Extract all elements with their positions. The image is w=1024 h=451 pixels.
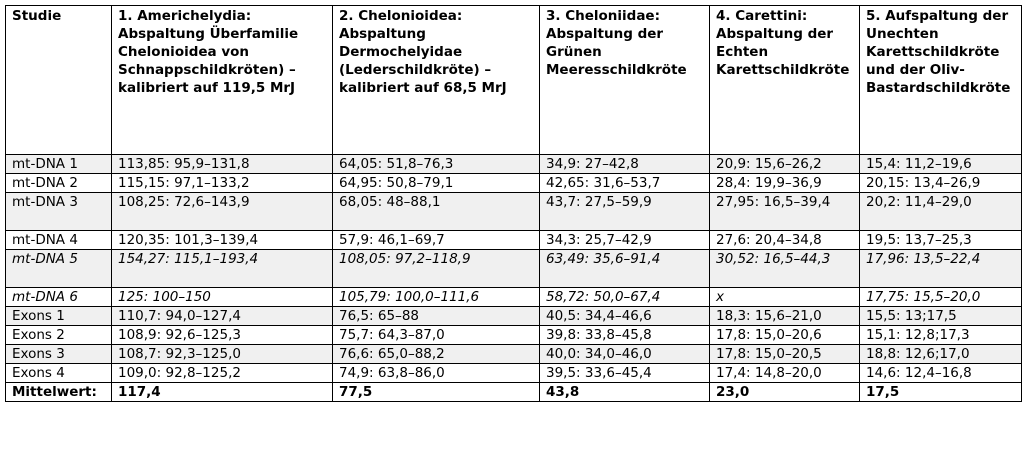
row-label: Exons 3: [6, 345, 112, 364]
mean-row: [6, 383, 1022, 402]
mean-value: 117,4: [112, 383, 333, 402]
table-cell: x: [710, 288, 860, 307]
table-cell: 18,3: 15,6–21,0: [710, 307, 860, 326]
table-cell: 108,7: 92,3–125,0: [112, 345, 333, 364]
table-cell: 27,95: 16,5–39,4: [710, 193, 860, 231]
table-cell: 76,5: 65–88: [333, 307, 540, 326]
table-cell: 34,9: 27–42,8: [540, 155, 710, 174]
header-studie: Studie: [6, 6, 112, 155]
table-cell: 17,8: 15,0–20,5: [710, 345, 860, 364]
table-cell: 30,52: 16,5–44,3: [710, 250, 860, 288]
header-carettini: 4. Carettini: Abspaltung der Echten Karettschildkröte: [710, 6, 860, 155]
table-row: [6, 288, 1022, 307]
table-cell: 18,8: 12,6;17,0: [860, 345, 1022, 364]
table-cell: 40,5: 34,4–46,6: [540, 307, 710, 326]
table-cell: 39,8: 33,8–45,8: [540, 326, 710, 345]
table-cell: 17,75: 15,5–20,0: [860, 288, 1022, 307]
table-cell: 125: 100–150: [112, 288, 333, 307]
table-cell: 15,1: 12,8;17,3: [860, 326, 1022, 345]
table-row: [6, 364, 1022, 383]
table-cell: 17,8: 15,0–20,6: [710, 326, 860, 345]
table-cell: 74,9: 63,8–86,0: [333, 364, 540, 383]
table-cell: 108,25: 72,6–143,9: [112, 193, 333, 231]
table-cell: 76,6: 65,0–88,2: [333, 345, 540, 364]
table-cell: 17,4: 14,8–20,0: [710, 364, 860, 383]
table-cell: 34,3: 25,7–42,9: [540, 231, 710, 250]
table-row: [6, 307, 1022, 326]
mean-value: 23,0: [710, 383, 860, 402]
table-cell: 28,4: 19,9–36,9: [710, 174, 860, 193]
table-cell: 15,4: 11,2–19,6: [860, 155, 1022, 174]
table-cell: 63,49: 35,6–91,4: [540, 250, 710, 288]
table-cell: 64,05: 51,8–76,3: [333, 155, 540, 174]
table-cell: 109,0: 92,8–125,2: [112, 364, 333, 383]
table-cell: 20,2: 11,4–29,0: [860, 193, 1022, 231]
table-cell: 20,9: 15,6–26,2: [710, 155, 860, 174]
table-header-row: [6, 6, 1022, 155]
row-label: Exons 1: [6, 307, 112, 326]
table-cell: 42,65: 31,6–53,7: [540, 174, 710, 193]
row-label: Exons 2: [6, 326, 112, 345]
table-cell: 110,7: 94,0–127,4: [112, 307, 333, 326]
row-label: mt-DNA 4: [6, 231, 112, 250]
table-cell: 68,05: 48–88,1: [333, 193, 540, 231]
table-cell: 113,85: 95,9–131,8: [112, 155, 333, 174]
table-cell: 39,5: 33,6–45,4: [540, 364, 710, 383]
header-americhelydia: 1. Americhelydia: Abspaltung Überfamilie Chelonioidea von Schnappschildkröten) – kalibriert auf 119,5 MrJ: [112, 6, 333, 155]
table-cell: 105,79: 100,0–111,6: [333, 288, 540, 307]
mean-value: 43,8: [540, 383, 710, 402]
row-label: mt-DNA 1: [6, 155, 112, 174]
table-cell: 154,27: 115,1–193,4: [112, 250, 333, 288]
header-aufspaltung: 5. Aufspaltung der Unechten Karettschildkröte und der Oliv-Bastardschildkröte: [860, 6, 1022, 155]
header-chelonioidea: 2. Chelonioidea: Abspaltung Dermochelyidae (Lederschildkröte) – kalibriert auf 68,5 MrJ: [333, 6, 540, 155]
row-label: mt-DNA 3: [6, 193, 112, 231]
table-cell: 57,9: 46,1–69,7: [333, 231, 540, 250]
table-cell: 58,72: 50,0–67,4: [540, 288, 710, 307]
table-row: [6, 174, 1022, 193]
table-cell: 19,5: 13,7–25,3: [860, 231, 1022, 250]
table-cell: 43,7: 27,5–59,9: [540, 193, 710, 231]
row-label: Exons 4: [6, 364, 112, 383]
mean-value: 77,5: [333, 383, 540, 402]
mean-label: Mittelwert:: [6, 383, 112, 402]
table-row: [6, 250, 1022, 288]
table-row: [6, 193, 1022, 231]
divergence-times-table: [5, 5, 1022, 402]
table-cell: 20,15: 13,4–26,9: [860, 174, 1022, 193]
table-cell: 27,6: 20,4–34,8: [710, 231, 860, 250]
table-cell: 40,0: 34,0–46,0: [540, 345, 710, 364]
mean-value: 17,5: [860, 383, 1022, 402]
header-cheloniidae: 3. Cheloniidae: Abspaltung der Grünen Meeresschildkröte: [540, 6, 710, 155]
table-cell: 120,35: 101,3–139,4: [112, 231, 333, 250]
row-label: mt-DNA 6: [6, 288, 112, 307]
row-label: mt-DNA 2: [6, 174, 112, 193]
row-label: mt-DNA 5: [6, 250, 112, 288]
table-cell: 108,05: 97,2–118,9: [333, 250, 540, 288]
table-cell: 108,9: 92,6–125,3: [112, 326, 333, 345]
table-cell: 14,6: 12,4–16,8: [860, 364, 1022, 383]
table-cell: 15,5: 13;17,5: [860, 307, 1022, 326]
table-cell: 115,15: 97,1–133,2: [112, 174, 333, 193]
table-row: [6, 345, 1022, 364]
table-cell: 64,95: 50,8–79,1: [333, 174, 540, 193]
table-cell: 17,96: 13,5–22,4: [860, 250, 1022, 288]
table-row: [6, 326, 1022, 345]
table-cell: 75,7: 64,3–87,0: [333, 326, 540, 345]
table-row: [6, 155, 1022, 174]
table-row: [6, 231, 1022, 250]
